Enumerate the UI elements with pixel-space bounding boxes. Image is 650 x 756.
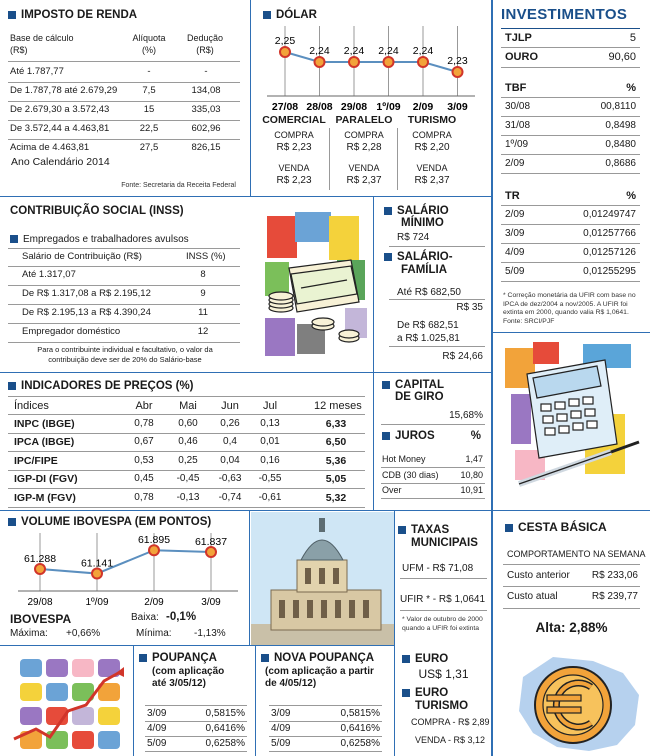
dolar-col-divider [329, 128, 330, 190]
ouro-value: 90,60 [608, 51, 636, 63]
building-illustration [251, 512, 394, 645]
money-illustration [251, 198, 373, 372]
ibovespa-panel [0, 512, 249, 645]
tr-unit: % [626, 190, 636, 202]
ir-year: Ano Calendário 2014 [11, 156, 110, 168]
dolar-data-label: 2,24 [343, 45, 365, 57]
indicadores-row-divider [8, 488, 365, 489]
nova-poupanca-sub-1: (com aplicação a partir [265, 666, 374, 677]
indicadores-row-divider [8, 507, 365, 508]
ir-ded: 602,96 [191, 123, 221, 134]
indicadores-value: -0,55 [258, 473, 282, 485]
dolar-data-label: 2,24 [309, 45, 330, 57]
poupanca-value: 0,5815% [205, 708, 245, 719]
juros-value: 1,47 [465, 454, 483, 464]
imposto-title: IMPOSTO DE RENDA [21, 9, 138, 21]
investimentos-title: INVESTIMENTOS [501, 6, 628, 23]
dolar-tick-label: 28/08 [306, 101, 333, 113]
cesta-alta: Alta: 2,88% [535, 620, 608, 635]
capital-panel [375, 374, 491, 510]
ir-header-base-unit: (R$) [10, 45, 28, 55]
poupanca-title: POUPANÇA [152, 652, 217, 664]
tjlp-value: 5 [629, 32, 636, 44]
inss-panel [0, 198, 250, 372]
poupanca-row-divider [145, 736, 247, 737]
poupanca-date: 5/09 [147, 738, 167, 749]
table-row [8, 64, 240, 83]
dolar-point [315, 57, 325, 67]
nova-poupanca-sub-2: de 4/05/12) [265, 678, 317, 689]
inv-date: 31/08 [505, 120, 531, 131]
capital-title-2: DE GIRO [395, 391, 444, 403]
indicadores-row-divider [8, 433, 365, 434]
dolar-col-name: PARALELO [335, 114, 393, 126]
dolar-point [384, 57, 394, 67]
juros-title: JUROS [395, 430, 435, 442]
dolar-venda-label: VENDA [278, 163, 310, 173]
ir-base: Até 1.787,77 [10, 66, 64, 77]
euro-title: EURO [415, 653, 449, 665]
ibov-point [35, 564, 45, 574]
inv-date: 2/09 [505, 209, 525, 220]
inv-row-divider [501, 116, 640, 117]
ibov-data-label: 61.837 [194, 536, 228, 549]
ir-base: Acima de 4.463,81 [10, 142, 90, 153]
ir-header-ded-unit: (R$) [196, 45, 214, 55]
taxas-ufm: UFM - R$ 71,08 [402, 563, 474, 574]
juros-row-divider [381, 498, 485, 499]
poupanca-row-divider [145, 721, 247, 722]
indicadores-value: 0,46 [178, 436, 198, 448]
inss-header-inss: INSS (%) [186, 251, 226, 262]
indicadores-name: IGP-DI (FGV) [14, 473, 78, 486]
inss-aliquota: 12 [197, 326, 209, 337]
dolar-col-name: TURISMO [407, 114, 457, 126]
poupanca-date: 5/09 [271, 738, 291, 749]
salario-min-title-1: SALÁRIO [397, 205, 449, 217]
capital-title-1: CAPITAL [395, 379, 444, 391]
ibov-data-label: 61.895 [137, 534, 171, 547]
cesta-panel [493, 512, 650, 645]
inss-aliquota: 9 [200, 288, 206, 299]
ibov-series-line [40, 550, 211, 573]
indicadores-value: 0,78 [134, 418, 154, 429]
indicadores-header: Abr [135, 400, 153, 412]
dolar-compra-value: R$ 2,20 [414, 142, 450, 153]
inv-value: 0,01257126 [583, 247, 636, 258]
table-row [8, 286, 240, 305]
inv-value: 0,01249747 [583, 209, 636, 220]
ir-aliq: - [147, 66, 151, 77]
dolar-compra-value: R$ 2,23 [276, 142, 312, 153]
poupanca-date: 3/09 [147, 708, 167, 719]
table-row [8, 324, 240, 343]
calculator-illustration [493, 334, 650, 510]
square-icon [261, 654, 269, 662]
inv-row-divider [501, 243, 640, 244]
indicadores-row-divider [8, 451, 365, 452]
indicadores-name: IPC/FIPE [14, 454, 58, 467]
indicadores-header: 12 meses [314, 400, 362, 412]
inss-salario: De R$ 1.317,08 a R$ 2.195,12 [22, 288, 151, 299]
inss-header-sal: Salário de Contribuição (R$) [22, 251, 142, 262]
dolar-point [280, 47, 290, 57]
inv-value: 0,01255295 [583, 266, 636, 277]
euro-symbol-icon [493, 647, 650, 756]
indicadores-header: Jun [221, 400, 239, 412]
inv-date: 1º/09 [505, 139, 529, 150]
square-icon [382, 381, 390, 389]
indicadores-value: 0,25 [178, 454, 198, 466]
poupanca-row-divider [269, 751, 382, 752]
indicadores-value: 0,01 [260, 436, 280, 448]
indicadores-value: 0,60 [178, 418, 198, 429]
ibov-baixa: -0,1% [166, 611, 197, 623]
ibov-max: +0,66% [66, 628, 101, 639]
taxas-note: * Valor de outubro de 2000 quando a UFIR foi extinta [402, 616, 483, 632]
indicadores-value: 0,16 [260, 454, 280, 466]
indicadores-value: 6,50 [325, 436, 347, 449]
cesta-atual-label: Custo atual [507, 591, 558, 602]
juros-label: Over [382, 485, 402, 495]
dolar-tick-label: 27/08 [271, 101, 299, 113]
inv-row-divider [501, 135, 640, 136]
taxas-title-2: MUNICIPAIS [411, 537, 478, 549]
juros-label: CDB (30 dias) [382, 469, 439, 480]
euro-panel [396, 647, 491, 756]
inv-value: 0,8480 [605, 139, 636, 150]
poupanca-top-divider [145, 705, 247, 706]
inv-date: 30/08 [505, 101, 531, 112]
juros-value: 10,80 [460, 469, 483, 480]
dolar-compra-label: COMPRA [274, 130, 314, 140]
euro-compra: COMPRA - R$ 2,89 [411, 717, 490, 727]
money-stack-icon [251, 198, 373, 372]
inss-title: CONTRIBUIÇÃO SOCIAL (INSS) [10, 205, 184, 217]
ir-source: Fonte: Secretaria da Receita Federal [121, 182, 236, 189]
poupanca-row-divider [269, 721, 382, 722]
dolar-tick-label: 2/09 [412, 101, 434, 113]
juros-row-divider [381, 467, 485, 468]
ibov-min: -1,13% [194, 628, 226, 639]
indicadores-divider [8, 414, 365, 415]
poupanca-value: 0,6258% [205, 738, 245, 749]
dolar-tick-label: 29/08 [340, 101, 368, 113]
tbf-title: TBF [505, 82, 527, 94]
tr-title: TR [505, 190, 520, 202]
inv-value: 0,8686 [605, 158, 636, 169]
poupanca-sub-1: (com aplicação [152, 666, 225, 677]
indicadores-value: 0,78 [134, 491, 154, 503]
imposto-renda-panel [0, 0, 250, 196]
square-icon [402, 689, 410, 697]
indicadores-value: 0,67 [134, 436, 154, 448]
poupanca-top-divider [269, 705, 382, 706]
indicadores-value: 0,53 [134, 454, 154, 466]
inv-row-divider [501, 224, 640, 225]
indicadores-name: IPCA (IBGE) [14, 436, 75, 449]
square-icon [263, 11, 271, 19]
poupanca-row-divider [269, 736, 382, 737]
fam2-range-1: De R$ 682,51 [397, 320, 459, 331]
inv-row-divider [501, 262, 640, 263]
square-icon [384, 207, 392, 215]
inv-value: 0,8498 [605, 120, 636, 131]
fam2-range-2: a R$ 1.025,81 [397, 333, 460, 344]
indicadores-row-divider [8, 470, 365, 471]
euro-value: US$ 1,31 [418, 667, 469, 681]
ir-ded: 335,03 [191, 104, 221, 115]
indicadores-name: IGP-M (FGV) [14, 491, 76, 504]
ibov-tick-label: 2/09 [144, 597, 164, 608]
poupanca-value: 0,6416% [205, 723, 245, 734]
ibovespa-title: VOLUME IBOVESPA (EM PONTOS) [21, 516, 212, 528]
ibov-tick-label: 3/09 [201, 597, 221, 608]
ibov-tick-label: 1º/09 [85, 597, 109, 608]
calculator-icon [493, 334, 650, 510]
dolar-point [349, 57, 359, 67]
indicadores-value: 5,05 [325, 473, 347, 486]
indicadores-value: 6,33 [325, 418, 347, 430]
inss-aliquota: 11 [198, 307, 208, 318]
poupanca-date: 4/09 [271, 723, 291, 734]
ibov-point [149, 545, 159, 555]
indicadores-name: INPC (IBGE) [14, 418, 75, 430]
dolar-tick-label: 3/09 [447, 101, 468, 113]
dolar-panel [251, 0, 491, 196]
inss-note-2: contribuição deve ser de 20% do Salário-base [48, 355, 202, 364]
indicadores-value: -0,63 [218, 473, 242, 485]
juros-unit: % [470, 430, 481, 442]
ir-ded: 134,08 [191, 85, 221, 96]
inss-header [8, 248, 240, 267]
inv-date: 3/09 [505, 228, 525, 239]
nova-poupanca-panel [257, 647, 394, 756]
euro-venda: VENDA - R$ 3,12 [415, 735, 486, 745]
salario-min-title-2: MÍNIMO [401, 217, 444, 229]
ibov-tick-label: 29/08 [27, 597, 53, 608]
poupanca-sub-2: até 3/05/12) [152, 678, 206, 689]
inv-value: 00,8110 [600, 101, 636, 112]
juros-value: 10,91 [460, 485, 483, 495]
dolar-venda-value: R$ 2,37 [414, 175, 450, 186]
square-icon [8, 382, 16, 390]
indicadores-header: Jul [262, 400, 278, 412]
dolar-col-name: COMERCIAL [262, 114, 326, 126]
square-icon [10, 235, 18, 243]
growth-chart-icon [0, 647, 133, 756]
ibov-max-label: Máxima: [10, 628, 48, 639]
indicadores-value: 0,26 [220, 418, 240, 429]
fam1-range: Até R$ 682,50 [397, 287, 461, 298]
table-row [8, 102, 240, 121]
ibovespa-line-chart [0, 529, 249, 611]
dolar-line-chart [251, 20, 491, 120]
salario-panel [375, 198, 491, 372]
inv-row-divider [501, 173, 640, 174]
juros-label: Hot Money [382, 454, 426, 464]
ir-base: De 1.787,78 até 2.679,29 [10, 85, 118, 96]
cesta-atual-value: R$ 239,77 [591, 591, 638, 602]
ibov-data-label: 61.141 [80, 557, 114, 570]
ibov-data-label: 61.288 [23, 553, 57, 566]
ibov-baixa-label: Baixa: [131, 612, 159, 623]
ir-header-base: Base de cálculo [10, 33, 74, 43]
dolar-compra-label: COMPRA [412, 130, 452, 140]
dolar-title: DÓLAR [276, 9, 317, 21]
tjlp-label: TJLP [505, 32, 532, 44]
poupanca-row-divider [145, 751, 247, 752]
ir-aliq: 27,5 [139, 142, 159, 153]
ir-ded: 826,15 [191, 142, 221, 153]
poupanca-panel [135, 647, 255, 756]
indicadores-header: Índices [14, 400, 49, 412]
cesta-sub: COMPORTAMENTO NA SEMANA [507, 549, 646, 559]
square-icon [398, 526, 406, 534]
inv-row-divider [501, 154, 640, 155]
dolar-data-label: 2,24 [412, 45, 434, 57]
indicadores-value: 0,13 [260, 418, 280, 429]
cesta-title: CESTA BÁSICA [518, 520, 607, 534]
ibov-point [92, 569, 102, 579]
ir-aliq: 7,5 [142, 85, 156, 96]
salario-min-value: R$ 724 [397, 232, 430, 243]
inv-row-divider [501, 281, 640, 282]
dolar-point [453, 67, 463, 77]
indicadores-panel [0, 374, 373, 510]
dolar-venda-value: R$ 2,37 [346, 175, 382, 186]
square-icon [402, 655, 410, 663]
dolar-data-label: 2,23 [447, 55, 468, 67]
dolar-col-divider [397, 128, 398, 190]
investimentos-panel [493, 0, 650, 332]
inss-salario: De R$ 2.195,13 a R$ 4.390,24 [22, 307, 151, 318]
square-icon [8, 11, 16, 19]
euro-tur-title-1: EURO [415, 687, 449, 699]
dolar-venda-value: R$ 2,23 [276, 175, 312, 186]
ir-base: De 2.679,30 a 3.572,43 [10, 104, 110, 115]
table-row [8, 267, 240, 286]
dolar-tick-label: 1º/09 [376, 101, 401, 113]
taxas-ufir: UFIR * - R$ 1,0641 [400, 594, 486, 605]
inv-value: 0,01257766 [583, 228, 636, 239]
ibov-min-label: Mínima: [136, 628, 172, 639]
cesta-anterior-value: R$ 233,06 [591, 570, 638, 581]
inv-date: 4/09 [505, 247, 525, 258]
indicadores-value: -0,45 [176, 473, 200, 485]
ir-aliq: 22,5 [139, 123, 159, 134]
indicadores-value: 0,45 [134, 473, 154, 485]
fam1-value: R$ 35 [456, 302, 483, 313]
dolar-compra-value: R$ 2,28 [346, 142, 382, 153]
taxas-title-1: TAXAS [411, 524, 450, 536]
dolar-point [418, 57, 428, 67]
indicadores-value: 5,32 [325, 491, 347, 504]
inss-subtitle: Empregados e trabalhadores avulsos [23, 234, 189, 245]
euro-tur-title-2: TURISMO [415, 700, 469, 712]
indicadores-value: -0,61 [258, 491, 282, 503]
ir-aliq: 15 [143, 104, 155, 115]
dolar-data-label: 2,24 [378, 45, 399, 57]
city-hall-icon [251, 512, 394, 645]
ibov-point [206, 547, 216, 557]
inv-date: 2/09 [505, 158, 525, 169]
dolar-venda-label: VENDA [416, 163, 448, 173]
ir-header-ded: Dedução [186, 33, 224, 43]
inv-note: * Correção monetária da UFIR com base no IPCA de dez/2004 a nov/2005. A UFIR foi extinta em 2000, quando valia R$ 1,0641. Fonte: SRCI/PJF [503, 292, 636, 325]
salario-fam-title-2: FAMÍLIA [401, 264, 447, 276]
indicadores-value: -0,13 [176, 491, 200, 503]
cesta-anterior-label: Custo anterior [507, 570, 570, 581]
indicadores-value: 0,04 [220, 454, 240, 466]
juros-row-divider [381, 483, 485, 484]
square-icon [8, 518, 16, 526]
poupanca-value: 0,5815% [340, 708, 380, 719]
growth-illustration [0, 647, 133, 756]
poupanca-date: 4/09 [147, 723, 167, 734]
capital-value: 15,68% [449, 410, 483, 421]
ir-ded: - [204, 66, 208, 77]
ibov-name: IBOVESPA [10, 612, 72, 626]
square-icon [139, 654, 147, 662]
indicadores-value: 5,36 [325, 454, 347, 467]
square-icon [505, 524, 513, 532]
ir-header-aliq: Alíquota [132, 33, 166, 43]
salario-fam-title-1: SALÁRIO- [397, 251, 453, 263]
nova-poupanca-title: NOVA POUPANÇA [274, 652, 375, 664]
table-row [8, 121, 240, 140]
indicadores-title: INDICADORES DE PREÇOS (%) [21, 380, 194, 392]
dolar-data-label: 2,25 [274, 35, 296, 47]
poupanca-value: 0,6258% [340, 738, 380, 749]
table-row [8, 83, 240, 102]
table-row [8, 305, 240, 324]
ir-base: De 3.572,44 a 4.463,81 [10, 123, 110, 134]
ouro-label: OURO [505, 51, 538, 63]
indicadores-value: 0,4 [223, 436, 237, 448]
inss-aliquota: 8 [200, 269, 206, 280]
euro-illustration [493, 647, 650, 756]
square-icon [382, 432, 390, 440]
poupanca-date: 3/09 [271, 708, 291, 719]
dolar-compra-label: COMPRA [344, 130, 384, 140]
fam2-value: R$ 24,66 [442, 351, 483, 362]
ir-header-aliq-unit: (%) [142, 45, 156, 55]
inss-salario: Empregador doméstico [22, 326, 121, 337]
inss-salario: Até 1.317,07 [22, 269, 76, 280]
tbf-unit: % [626, 82, 636, 94]
dolar-venda-label: VENDA [348, 163, 380, 173]
inss-note-1: Para o contribuinte individual e facultativo, o valor da [37, 345, 213, 354]
square-icon [384, 253, 392, 261]
indicadores-header: Mai [179, 400, 197, 412]
poupanca-value: 0,6416% [340, 723, 380, 734]
indicadores-value: -0,74 [218, 491, 242, 503]
inv-date: 5/09 [505, 266, 525, 277]
